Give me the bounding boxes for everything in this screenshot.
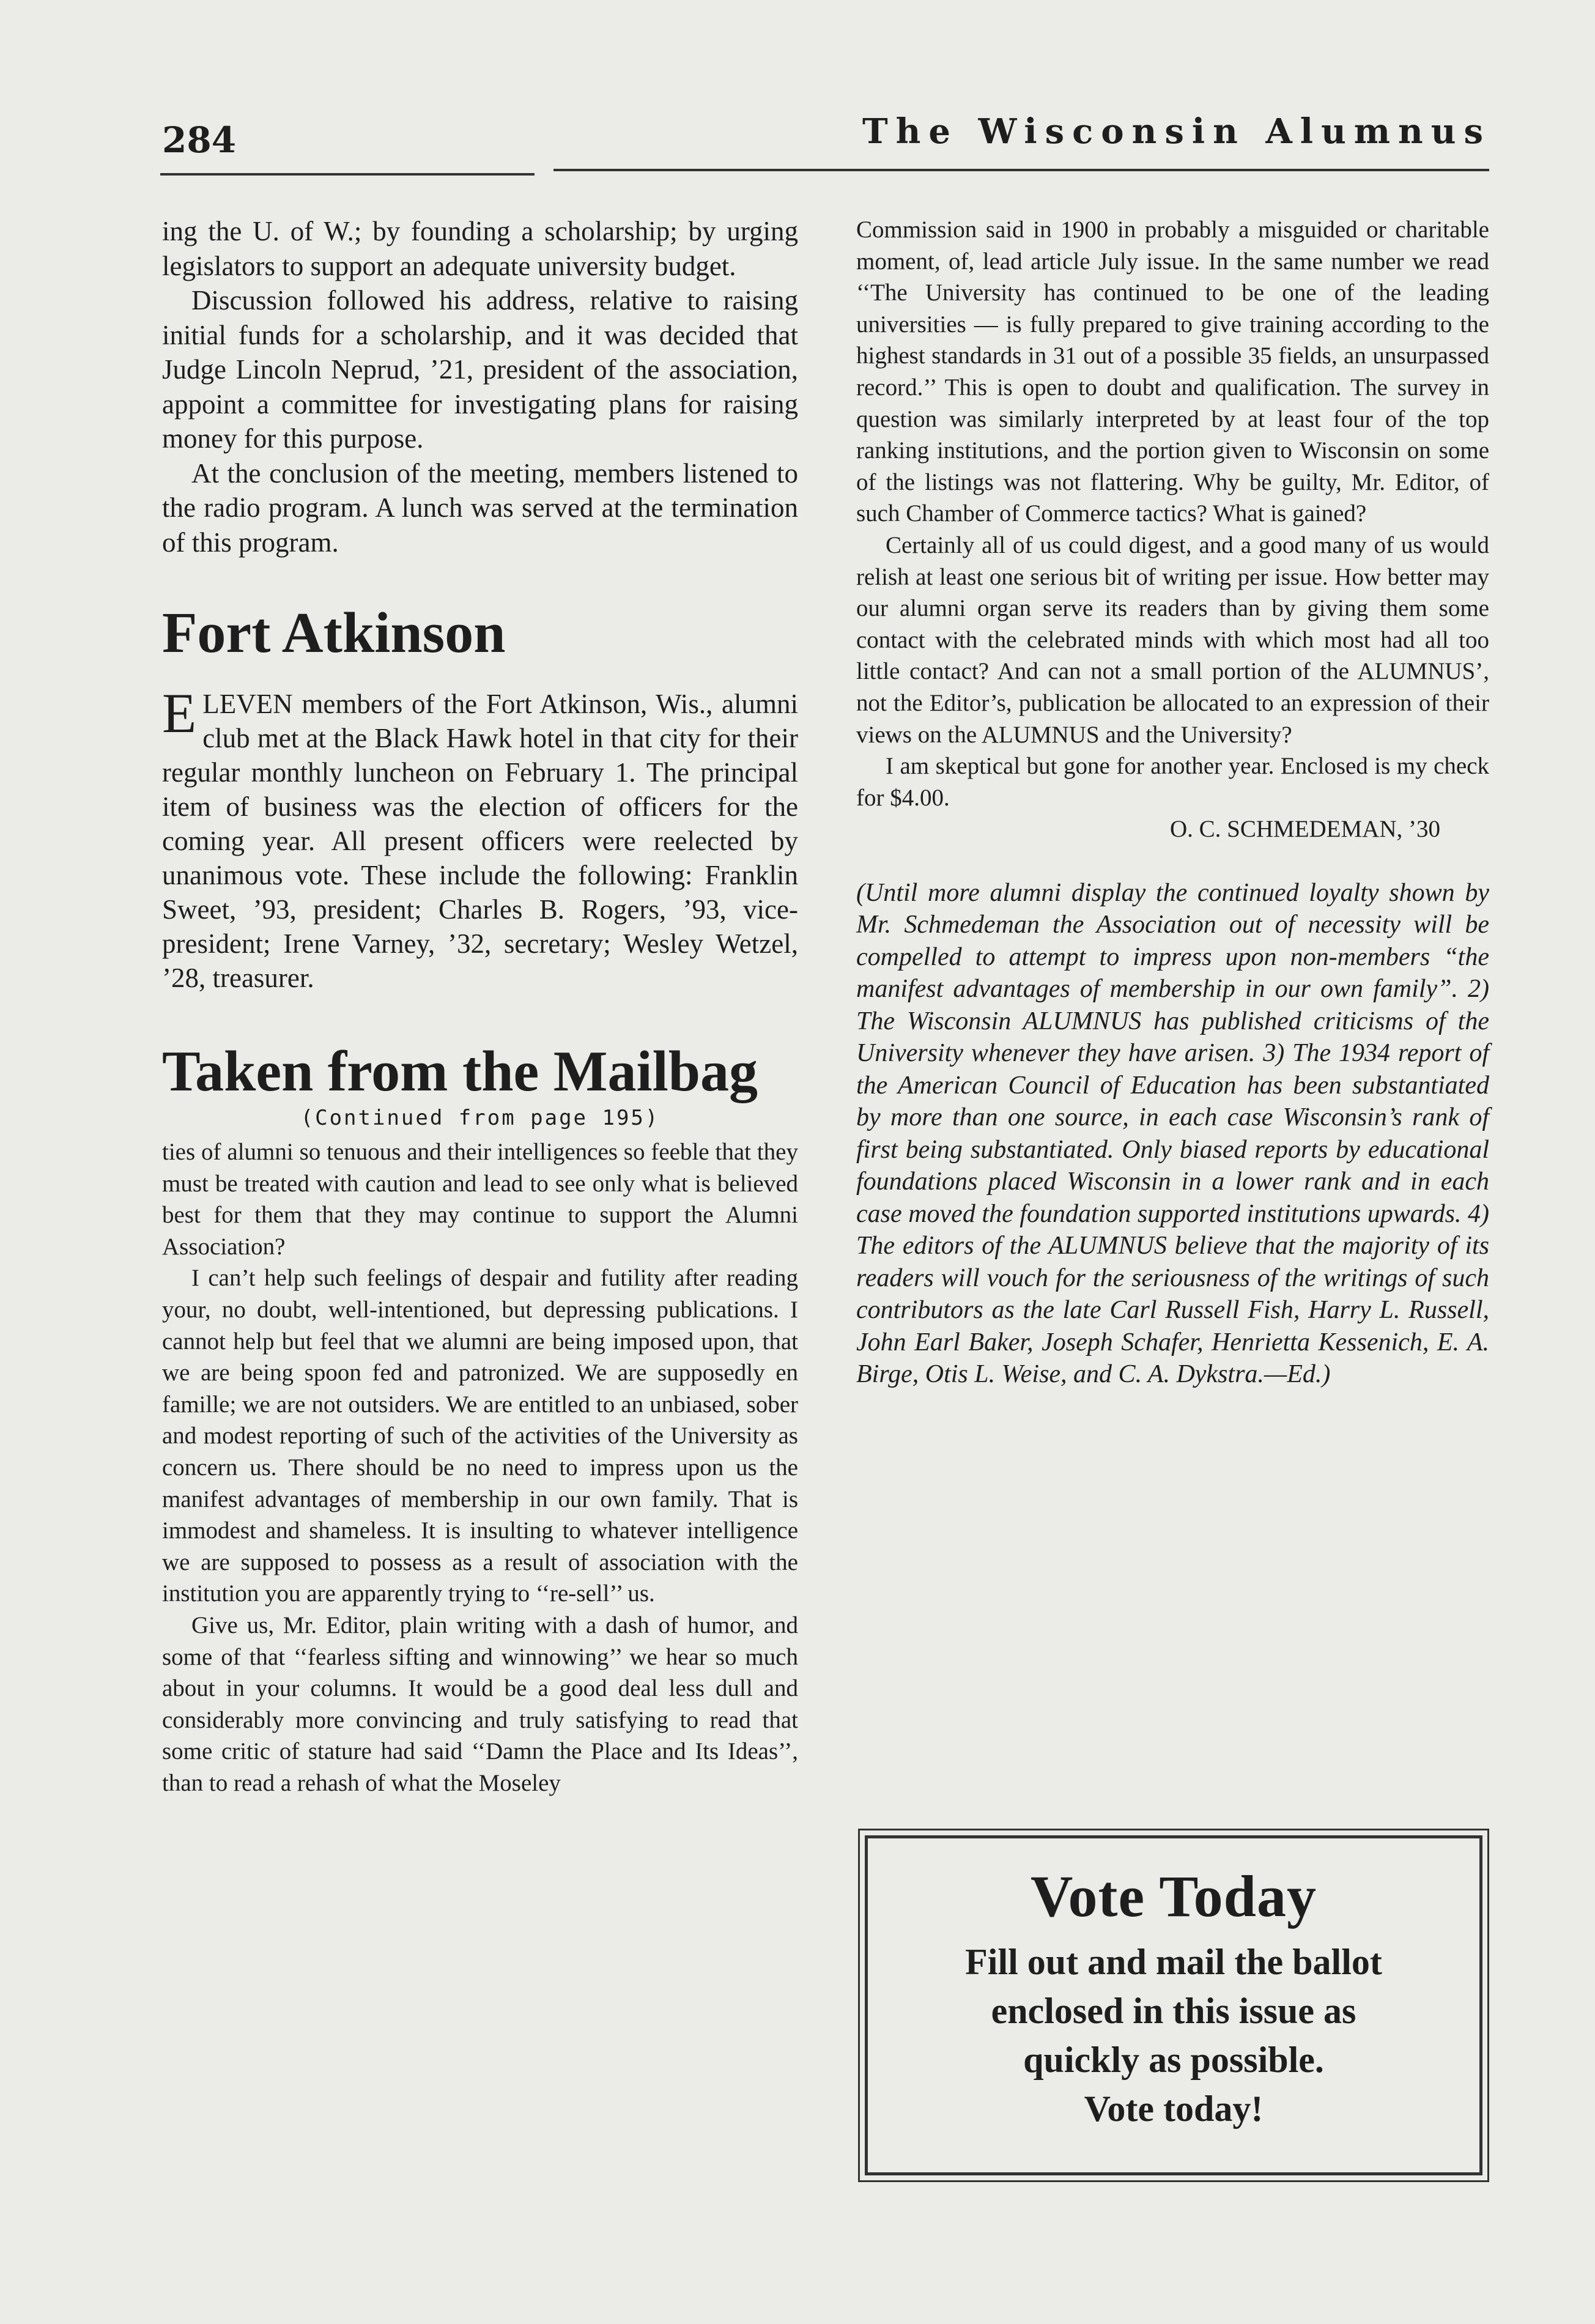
mailbag-heading: Taken from the Mailbag <box>162 1040 758 1103</box>
header-rule-left <box>160 173 535 176</box>
vote-line: Fill out and mail the ballot <box>965 1942 1382 1982</box>
editor-note: (Until more alumni display the continued loyalty shown by Mr. Schmedeman the Association out of necessity will be compelled to attempt to impress upon non-members “the manifest advantages of membership in our own family”. 2) The Wisconsin ALUMNUS has published criticisms of the University whenever they have arisen. 3) The 1934 report of the American Council of Education has been substantiated by more than one source, in each case Wisconsin’s rank of first being substantiated. Only biased reports by educational foundations placed Wisconsin in a lower rank and in each case moved the foundation supported institutions upwards. 4) The editors of the ALUMNUS believe that the majority of its readers will vouch for the seriousness of the writings of such contributors as the late Carl Russell Fish, Harry L. Russell, John Earl Baker, Joseph Schafer, Henrietta Kessenich, E. A. Birge, Otis L. Weise, and C. A. Dykstra.—Ed.) <box>856 878 1489 1389</box>
right-column <box>856 214 1489 1391</box>
mailbag-article <box>162 1136 798 1799</box>
page-number: 284 <box>162 119 237 161</box>
vote-line: quickly as possible. <box>1023 2040 1324 2080</box>
journal-title: The Wisconsin Alumnus <box>862 111 1491 152</box>
vote-heading: Vote Today <box>1031 1863 1317 1929</box>
letter-signature: O. C. SCHMEDEMAN, ’30 <box>1169 816 1440 843</box>
vote-line: Vote today! <box>1084 2089 1264 2129</box>
lead-paragraph: At the conclusion of the meeting, members listened to the radio program. A lunch was served at the termination of this program. <box>162 457 798 558</box>
drop-cap: E <box>162 682 197 744</box>
mailbag-paragraph: ties of alumni so tenuous and their intelligences so feeble that they must be treated with caution and lead to see only what is believed best for them that they may continue to support the Alumni Association? <box>162 1139 798 1260</box>
letter-paragraph: Commission said in 1900 in probably a misguided or charitable moment, of, lead article July issue. In the same number we read ‘‘The University has continued to be one of the leading universities — is fully prepared to give training according to the highest standards in 31 out of a possible 35 fields, an unsurpassed record.’’ This is open to doubt and qualification. The survey in question was similarly interpreted by at least four of the top ranking institutions, and the portion given to Wisconsin on some of the listings was not flattering. Why be guilty, Mr. Editor, of such Chamber of Commerce tactics? What is gained? <box>856 216 1489 527</box>
vote-instructions <box>868 1937 1479 2133</box>
letter-continuation <box>856 214 1489 845</box>
continued-note: (Continued from page 195) <box>300 1106 660 1130</box>
vote-line: enclosed in this issue as <box>991 1991 1356 2031</box>
header-rule-right <box>553 169 1489 171</box>
lead-paragraph: ing the U. of W.; by founding a scholarship; by urging legislators to support an adequate university budget. <box>162 216 798 281</box>
vote-today-box <box>858 1829 1489 2182</box>
fort-atkinson-paragraph: LEVEN members of the Fort Atkinson, Wis., alumni club met at the Black Hawk hotel in that city for their regular monthly luncheon on February 1. The principal item of business was the election of officers for the coming year. All present officers were reelected by unanimous vote. These include the following: Franklin Sweet, ’93, president; Charles B. Rogers, ’93, vice-president; Irene Varney, ’32, secretary; Wesley Wetzel, ’28, treasurer. <box>162 689 798 993</box>
letter-paragraph: Certainly all of us could digest, and a good many of us would relish at least one serious bit of writing per issue. How better may our alumni organ serve its readers than by giving them some contact with the celebrated minds with which most had all too little contact? And can not a small portion of the ALUMNUS’, not the Editor’s, publication be allocated to an expression of their views on the ALUMNUS and the University? <box>856 531 1489 748</box>
fort-atkinson-article <box>162 682 798 995</box>
letter-paragraph: I am skeptical but gone for another year. Enclosed is my check for $4.00. <box>856 753 1489 811</box>
lead-paragraph: Discussion followed his address, relative to raising initial funds for a scholarship, and it was decided that Judge Lincoln Neprud, ’21, president of the association, appoint a committee for investigating plans for raising money for this purpose. <box>162 285 798 454</box>
fort-atkinson-heading: Fort Atkinson <box>162 601 506 665</box>
left-column <box>162 214 798 1799</box>
lead-text <box>162 214 798 560</box>
mailbag-paragraph: I can’t help such feelings of despair and futility after reading your, no doubt, well-intentioned, but depressing publications. I cannot help but feel that we alumni are being imposed upon, that we are being spoon fed and patronized. We are supposedly en famille; we are not outsiders. We are entitled to an unbiased, sober and modest reporting of such of the activities of the University as concern us. There should be no need to impress upon us the manifest advantages of membership in our own family. That is immodest and shameless. It is insulting to whatever intelligence we are supposed to possess as a result of association with the institution you are apparently trying to ‘‘re-sell’’ us. <box>162 1265 798 1607</box>
mailbag-paragraph: Give us, Mr. Editor, plain writing with a dash of humor, and some of that ‘‘fearless sifting and winnowing’’ we hear so much about in your columns. It would be a good deal less dull and considerably more convincing and truly satisfying to read that some critic of stature had said ‘‘Damn the Place and Its Ideas’’, than to read a rehash of what the Moseley <box>162 1612 798 1796</box>
vote-box-inner-border <box>865 1835 1482 2175</box>
